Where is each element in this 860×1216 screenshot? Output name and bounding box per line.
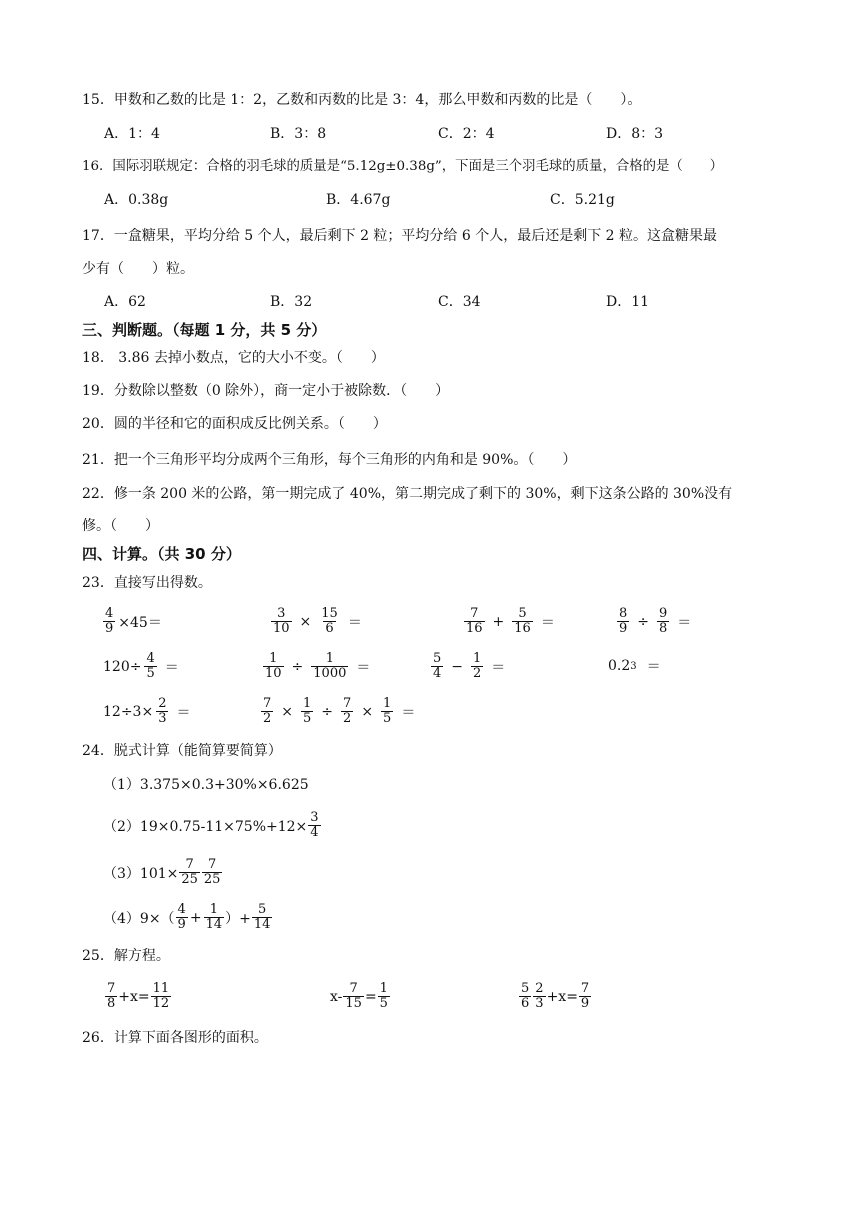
fraction: $\frac{1}{1000}$ bbox=[313, 651, 347, 681]
q15-option-a: A．1：4 bbox=[104, 126, 160, 142]
q22-line1: 22．修一条 200 米的公路，第一期完成了 40%，第二期完成了剩下的 30%，剩下这条公路的 30%没有 bbox=[82, 486, 733, 502]
q15-stem: 15．甲数和乙数的比是 1：2，乙数和丙数的比是 3：4，那么甲数和丙数的比是（ ）。 bbox=[82, 92, 642, 108]
q25-stem: 25．解方程。 bbox=[82, 948, 170, 964]
q17-stem-line1: 17．一盒糖果，平均分给 5 个人，最后剩下 2 粒；平均分给 6 个人，最后还是剩下 2 粒。这盒糖果最 bbox=[82, 228, 718, 244]
q23-item-9: 12÷3× $\frac{2}{3}$ ＝ bbox=[103, 696, 191, 726]
fraction: $\frac{7}{9}$ bbox=[580, 981, 590, 1011]
fraction: $\frac{15}{6}$ bbox=[321, 606, 338, 636]
fraction: $\frac{4}{5}$ bbox=[146, 651, 155, 681]
fraction: $\frac{3}{10}$ bbox=[273, 606, 290, 636]
q23-stem: 23．直接写出得数。 bbox=[82, 575, 212, 591]
fraction: $\frac{11}{12}$ bbox=[152, 981, 170, 1011]
q23-item-5: 120÷ $\frac{4}{5}$ ＝ bbox=[103, 651, 179, 681]
q17-option-a: A．62 bbox=[104, 294, 146, 310]
fraction: $\frac{7}{16}$ bbox=[466, 606, 483, 636]
q16-stem: 16．国际羽联规定：合格的羽毛球的质量是“5.12g±0.38g”，下面是三个羽毛球的质量，合格的是（ ） bbox=[82, 159, 723, 174]
q21: 21．把一个三角形平均分成两个三角形，每个三角形的内角和是 90%。（ ） bbox=[82, 452, 577, 468]
fraction: $\frac{4}{9}$ bbox=[105, 606, 114, 636]
fraction: $\frac{5}{4}$ bbox=[433, 651, 442, 681]
q15-option-c: C．2：4 bbox=[438, 126, 495, 142]
q17-option-c: C．34 bbox=[438, 294, 481, 310]
fraction: $\frac{1}{5}$ bbox=[383, 696, 392, 726]
fraction: $\frac{5}{14}$ bbox=[253, 902, 271, 932]
q17-option-b: B．32 bbox=[270, 294, 313, 310]
fraction: $\frac{4}{9}$ bbox=[177, 902, 186, 932]
q24-part-1: （1）3.375×0.3+30%×6.625 bbox=[103, 777, 309, 793]
fraction: $\frac{1}{14}$ bbox=[205, 902, 223, 932]
fraction: $\frac{1}{2}$ bbox=[473, 651, 482, 681]
fraction: $\frac{7}{2}$ bbox=[343, 696, 352, 726]
fraction: $\frac{3}{4}$ bbox=[310, 810, 319, 840]
q23-item-4: $\frac{8}{9}$ ÷ $\frac{9}{8}$ ＝ bbox=[619, 606, 692, 636]
fraction: $\frac{7}{25}$ bbox=[203, 857, 221, 887]
fraction: $\frac{7}{15}$ bbox=[345, 981, 362, 1011]
q20: 20．圆的半径和它的面积成反比例关系。（ ） bbox=[82, 416, 387, 432]
q25-equation-2: x- $\frac{7}{15}$ = $\frac{1}{5}$ bbox=[330, 981, 388, 1011]
q16-option-a: A．0.38g bbox=[104, 192, 169, 208]
q23-item-1: $\frac{4}{9}$ ×45＝ bbox=[105, 606, 162, 636]
q19: 19．分数除以整数（0 除外），商一定小于被除数．（ ） bbox=[82, 383, 450, 399]
q24-part-3: （3）101× $\frac{7}{25}$ $\frac{7}{25}$ bbox=[103, 857, 221, 887]
q25-equation-3: $\frac{5}{6}$ $\frac{2}{3}$ +x= $\frac{7}{9}$ bbox=[521, 981, 590, 1011]
fraction: $\frac{7}{25}$ bbox=[181, 857, 198, 887]
q16-option-b: B．4.67g bbox=[326, 192, 391, 208]
fraction: $\frac{5}{6}$ bbox=[521, 981, 530, 1011]
q18: 18． 3.86 去掉小数点，它的大小不变。（ ） bbox=[82, 350, 385, 366]
q22-line2: 修。（ ） bbox=[82, 518, 159, 534]
fraction: $\frac{7}{8}$ bbox=[107, 981, 116, 1011]
section-4-title: 四、计算。（共 30 分） bbox=[82, 545, 241, 563]
fraction: $\frac{2}{3}$ bbox=[158, 696, 167, 726]
fraction: $\frac{7}{2}$ bbox=[263, 696, 272, 726]
q23-item-10: $\frac{7}{2}$ × $\frac{1}{5}$ ÷ $\frac{7}{2}$ × $\frac{1}{5}$ ＝ bbox=[263, 696, 416, 726]
q23-item-7: $\frac{5}{4}$ − $\frac{1}{2}$ ＝ bbox=[433, 651, 506, 681]
fraction: $\frac{8}{9}$ bbox=[619, 606, 628, 636]
q26-stem: 26．计算下面各图形的面积。 bbox=[82, 1030, 268, 1046]
q24-part-4: （4）9×（ $\frac{4}{9}$ + $\frac{1}{14}$ ）+ $\frac{5}{14}$ bbox=[103, 902, 271, 932]
q23-item-8: 0.2 3 ＝ bbox=[608, 658, 661, 675]
q15-option-d: D．8：3 bbox=[606, 126, 664, 142]
q24-stem: 24．脱式计算（能简算要简算） bbox=[82, 743, 282, 759]
fraction: $\frac{9}{8}$ bbox=[659, 606, 668, 636]
q16-option-c: C．5.21g bbox=[550, 192, 615, 208]
q17-stem-line2: 少有（ ）粒。 bbox=[82, 261, 194, 277]
q23-item-3: $\frac{7}{16}$ + $\frac{5}{16}$ ＝ bbox=[466, 606, 555, 636]
fraction: $\frac{5}{16}$ bbox=[514, 606, 531, 636]
q25-equation-1: $\frac{7}{8}$ +x= $\frac{11}{12}$ bbox=[107, 981, 170, 1011]
q17-option-d: D．11 bbox=[606, 294, 650, 310]
q23-item-6: $\frac{1}{10}$ ÷ $\frac{1}{1000}$ ＝ bbox=[265, 651, 371, 681]
fraction: $\frac{1}{10}$ bbox=[265, 651, 282, 681]
fraction: $\frac{1}{5}$ bbox=[303, 696, 312, 726]
q24-part-2: （2）19×0.75-11×75%+12× $\frac{3}{4}$ bbox=[103, 810, 319, 840]
q15-option-b: B．3：8 bbox=[270, 126, 327, 142]
fraction: $\frac{2}{3}$ bbox=[535, 981, 544, 1011]
q23-item-2: $\frac{3}{10}$ × $\frac{15}{6}$ ＝ bbox=[273, 606, 362, 636]
section-3-title: 三、判断题。（每题 1 分，共 5 分） bbox=[82, 321, 327, 339]
fraction: $\frac{1}{5}$ bbox=[379, 981, 388, 1011]
